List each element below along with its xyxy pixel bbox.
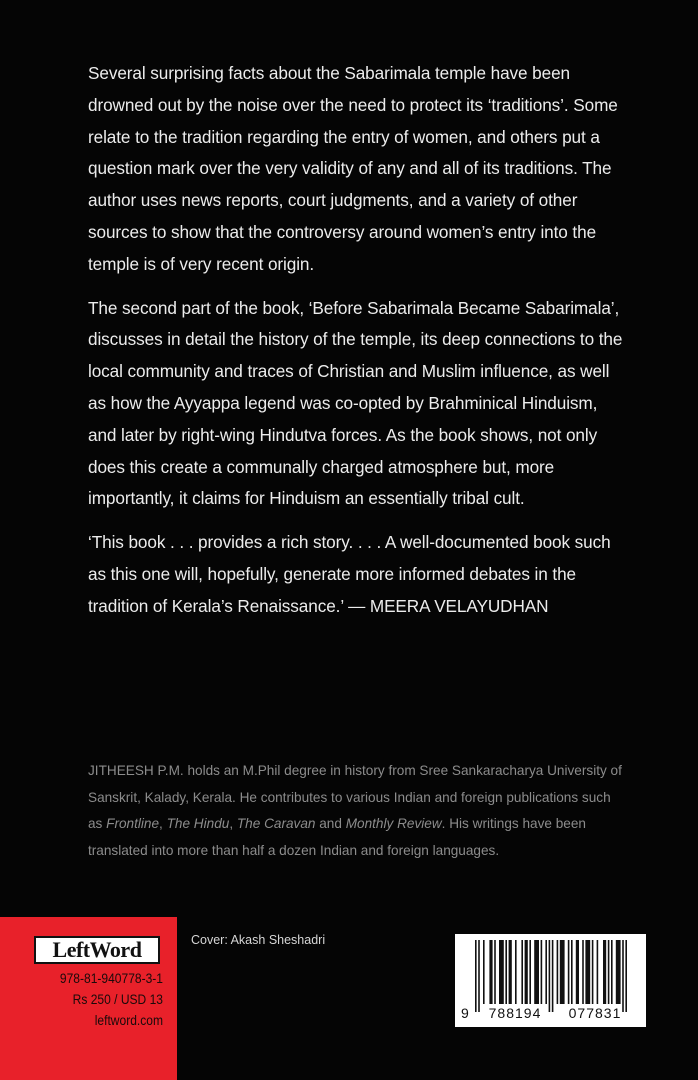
barcode-bar (534, 940, 539, 1004)
price: Rs 250 / USD 13 (72, 991, 163, 1007)
publisher-logo: LeftWord (34, 936, 160, 964)
barcode-bar (552, 940, 554, 1012)
barcode-bar (549, 940, 551, 1012)
barcode-bar (576, 940, 579, 1004)
website: leftword.com (94, 1012, 163, 1028)
cover-credit: Cover: Akash Sheshadri (191, 933, 326, 947)
barcode-bar (505, 940, 507, 1004)
barcode-bar (557, 940, 559, 1004)
barcode-bar (560, 940, 565, 1004)
barcode-bar (478, 940, 480, 1012)
publication-the-caravan: The Caravan (236, 816, 316, 832)
publication-frontline: Frontline (106, 816, 160, 832)
blurb-paragraph-2: The second part of the book, ‘Before Sabarimala Became Sabarimala’, discusses in detail the history of the temple, its deep connections to the local community and traces of Christian and Muslim influence, as well as how the Ayyappa legend was co-opted by Brahminical Hinduism, and later by right-wing Hindutva forces. As the book shows, not only does this create a communally charged atmosphere but, more importantly, it claims for Hinduism an essentially tribal cult. (88, 297, 623, 509)
blurb (88, 58, 628, 635)
author-bio (88, 758, 628, 864)
barcode-bar (545, 940, 547, 1004)
barcode-bar (608, 940, 610, 1004)
barcode-bar (582, 940, 584, 1004)
barcode-bar (475, 940, 477, 1012)
barcode-bar (616, 940, 621, 1004)
blurb-paragraph-1: Several surprising facts about the Sabarimala temple have been drowned out by the noise over the need to protect its ‘traditions’. Some relate to the tradition regarding the entry of women, and others put a question mark over the very validity of any and all of its traditions. The author uses news reports, court judgments, and a variety of other sources to show that the controversy around women’s entry into the temple is of very recent origin. (88, 63, 618, 274)
barcode-bar (483, 940, 485, 1004)
bio-separator: , (159, 816, 167, 832)
review-quote: ‘This book . . . provides a rich story. . . . A well-documented book such as this one will, hopefully, generate more informed debates in the tradition of Kerala’s Renaissance.’ — MEERA VELAYUDHAN (88, 532, 611, 616)
barcode-group-right: 077831 (568, 1005, 622, 1021)
barcode-bar (525, 940, 528, 1004)
barcode-bar (568, 940, 570, 1004)
bio-text-1: JITHEESH P.M. holds an M.Phil degree in history from Sree Sankaracharya University of Sanskrit, Kalady, Kerala. He contributes to various Indian and foreign publications such as (88, 763, 622, 832)
barcode-bar (625, 940, 627, 1012)
barcode-digits (461, 1005, 641, 1021)
barcode-digit-first: 9 (461, 1005, 469, 1021)
barcode-bar (611, 940, 613, 1004)
barcode (455, 934, 646, 1027)
bio-separator: and (315, 816, 346, 832)
barcode-bar (529, 940, 531, 1004)
publisher-meta (40, 968, 163, 1031)
barcode-bar (489, 940, 492, 1004)
barcode-bar (585, 940, 590, 1004)
barcode-bar (541, 940, 543, 1004)
barcode-bar (515, 940, 517, 1004)
barcode-bar (571, 940, 573, 1004)
publication-monthly-review: Monthly Review (345, 816, 442, 832)
barcode-bar (499, 940, 504, 1004)
publication-the-hindu: The Hindu (166, 816, 230, 832)
barcode-bar (603, 940, 606, 1004)
isbn: 978-81-940778-3-1 (59, 970, 163, 986)
bio-separator: , (229, 816, 237, 832)
barcode-group-left: 788194 (488, 1005, 542, 1021)
barcode-bar (509, 940, 512, 1004)
barcode-bar (521, 940, 523, 1004)
barcode-bar (622, 940, 624, 1012)
barcode-bar (597, 940, 599, 1004)
bio-text-2: . His writings have been translated into more than half a dozen Indian and foreign languages. (88, 816, 586, 858)
barcode-bar (494, 940, 496, 1004)
barcode-bar (592, 940, 594, 1004)
